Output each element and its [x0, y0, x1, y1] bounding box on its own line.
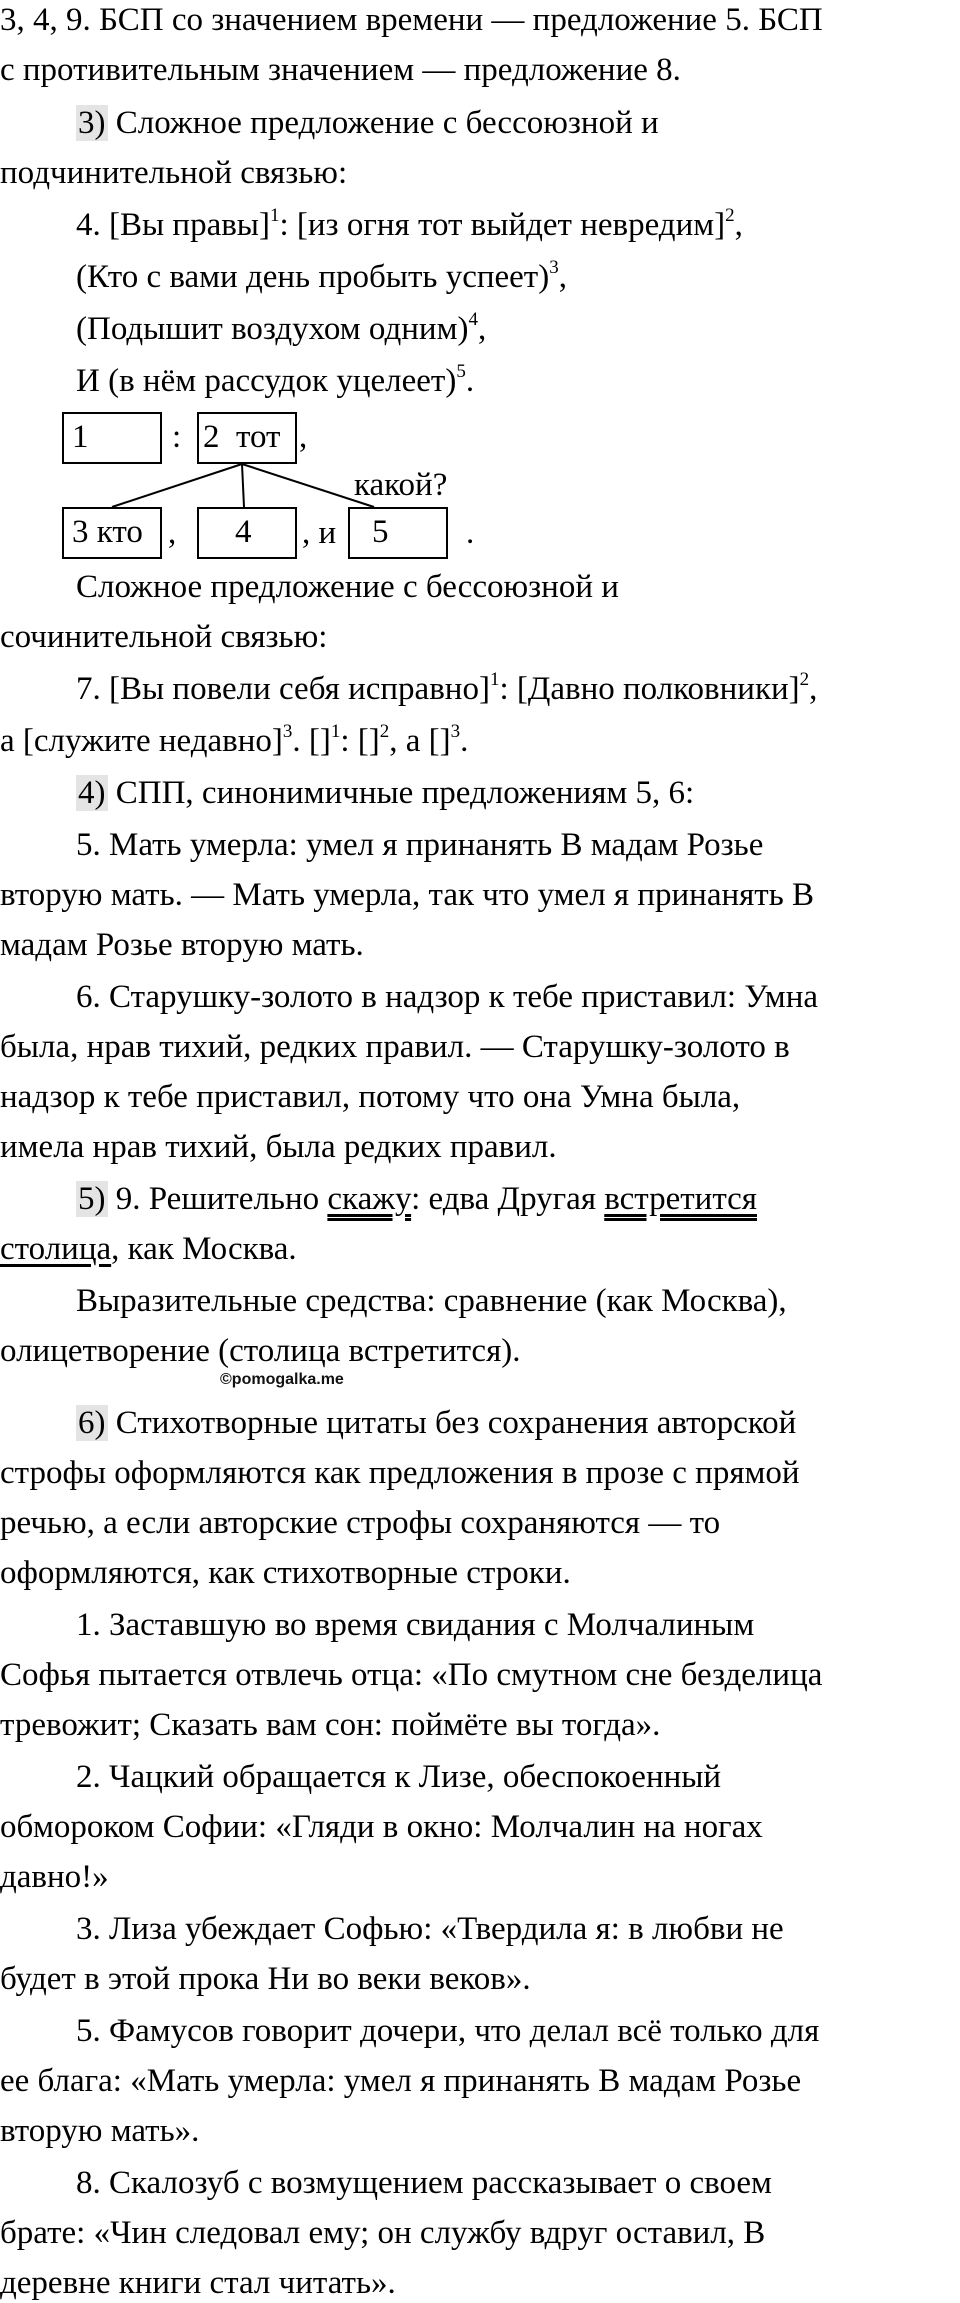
text-line	[76, 103, 659, 143]
text-run: : []	[340, 723, 380, 759]
text-run: 3. Лиза убеждает Софью: «Твердила я: в любви не	[76, 1911, 784, 1947]
text-run: мадам Розье вторую мать.	[0, 927, 364, 963]
text-run: : [из огня тот выйдет невредим]	[279, 207, 726, 243]
text-line	[76, 567, 619, 607]
text-line	[76, 2011, 819, 2051]
text-run: обмороком Софии: «Гляди в окно: Молчалин на ногах	[0, 1809, 763, 1845]
scheme-separator-1: ,	[168, 515, 177, 551]
text-run: будет в этой прока Ни во веки веков».	[0, 1961, 531, 1997]
text-run: вторую мать».	[0, 2113, 200, 2149]
text-run: 6. Старушку-золото в надзор к тебе приставил: Умна	[76, 979, 819, 1015]
text-line	[0, 1453, 800, 1493]
text-line	[76, 205, 743, 245]
item-number: 4)	[78, 775, 106, 811]
text-line	[76, 1909, 784, 1949]
scheme-period: .	[466, 515, 475, 551]
text-run: ,	[734, 207, 743, 243]
text-run: оформляются, как стихотворные строки.	[0, 1555, 571, 1591]
text-line	[76, 361, 474, 401]
text-run: строфы оформляются как предложения в прозе с прямой	[0, 1455, 800, 1491]
scheme-box-5	[348, 507, 448, 559]
scheme-box-3-label: 3 кто	[72, 514, 143, 550]
text-run: надзор к тебе приставил, потому что она Умна была,	[0, 1079, 741, 1115]
text-run: 5. Фамусов говорит дочери, что делал всё только для	[76, 2013, 820, 2049]
text-run: , как Москва.	[111, 1231, 297, 1267]
text-run: ,	[477, 311, 487, 347]
text-line	[0, 1655, 822, 1695]
text-line	[76, 1179, 757, 1219]
text-run: с противительным значением — предложение 8.	[0, 52, 681, 88]
text-line	[0, 1553, 571, 1593]
text-run: а [служите недавно]	[0, 723, 283, 759]
text-line	[0, 2111, 199, 2151]
underlined-word: скажу	[327, 1181, 412, 1217]
text-line	[76, 1757, 721, 1797]
clause-index: 2	[379, 721, 390, 742]
text-line	[0, 1807, 763, 1847]
text-line	[76, 309, 486, 349]
text-line	[0, 1959, 531, 1999]
text-line	[76, 825, 763, 865]
clause-index: 3	[282, 721, 293, 742]
scheme-box-4	[197, 507, 297, 559]
text-line	[76, 257, 567, 297]
clause-index: 1	[489, 669, 500, 690]
text-run: ,	[558, 259, 567, 295]
text-run: .	[465, 363, 475, 399]
text-line	[0, 1705, 660, 1745]
text-line	[0, 1127, 557, 1167]
text-run: , а []	[389, 723, 451, 759]
scheme-line-to-4	[242, 464, 244, 507]
text-run: ,	[809, 671, 818, 707]
text-run: Стихотворные цитаты без сохранения авторской	[107, 1405, 797, 1441]
text-line	[0, 0, 823, 40]
scheme-question: какой?	[354, 467, 448, 503]
text-run: 4. [Вы правы]	[76, 207, 270, 243]
scheme-box-4-label: 4	[235, 514, 252, 550]
text-run: Выразительные средства: сравнение (как Москва),	[76, 1283, 787, 1319]
text-run: : [Давно полковники]	[499, 671, 800, 707]
text-run: СПП, синонимичные предложениям 5, 6:	[107, 775, 695, 811]
text-run: брате: «Чин следовал ему; он службу вдруг оставил, В	[0, 2215, 766, 2251]
text-run: 5. Мать умерла: умел я принанять В мадам Розье	[76, 827, 764, 863]
text-run: 2. Чацкий обращается к Лизе, обеспокоенный	[76, 1759, 722, 1795]
scheme-box-3	[62, 507, 162, 559]
text-run: (Подышит воздухом одним)	[76, 311, 469, 347]
text-line	[76, 773, 694, 813]
text-run: давно!»	[0, 1859, 109, 1895]
clause-index: 5	[456, 361, 466, 382]
underlined-word: столица	[0, 1231, 112, 1267]
text-line	[76, 1605, 754, 1645]
text-run: имела нрав тихий, была редких правил.	[0, 1129, 557, 1165]
text-line	[0, 2213, 765, 2253]
text-run: речью, а если авторские строфы сохраняются — то	[0, 1505, 721, 1541]
scheme-separator-2: , и	[302, 515, 337, 551]
clause-index: 1	[269, 205, 280, 226]
text-run: Софья пытается отвлечь отца: «По смутном сне безделица	[0, 1657, 823, 1693]
item-number: 5)	[78, 1181, 106, 1217]
text-run: .	[460, 723, 469, 759]
scheme-line-to-3	[112, 464, 242, 507]
text-line	[76, 1281, 787, 1321]
clause-index: 4	[468, 309, 478, 330]
text-line	[0, 2061, 801, 2101]
text-line	[0, 50, 681, 90]
scheme-colon: :	[172, 419, 182, 455]
text-run: была, нрав тихий, редких правил. — Старушку-золото в	[0, 1029, 790, 1065]
text-run: вторую мать. — Мать умерла, так что умел я принанять В	[0, 877, 815, 913]
clause-index: 3	[549, 257, 559, 278]
text-line	[0, 1077, 740, 1117]
text-run: сочинительной связью:	[0, 619, 328, 655]
text-line	[0, 1503, 720, 1543]
text-line	[0, 153, 347, 193]
clause-index: 3	[450, 721, 461, 742]
text-run: (Кто с вами день пробыть успеет)	[76, 259, 550, 295]
item-number: 3)	[78, 105, 106, 141]
text-line	[0, 1027, 790, 1067]
text-line	[0, 1229, 297, 1269]
clause-index: 2	[725, 205, 735, 226]
scheme-box-2-label: 2 тот	[203, 419, 281, 455]
clause-index: 1	[330, 721, 341, 742]
text-line	[76, 977, 818, 1017]
scheme-box-1-label: 1	[72, 419, 89, 455]
text-run: : едва Другая	[411, 1181, 605, 1217]
text-line	[0, 875, 814, 915]
text-line	[76, 2163, 772, 2203]
clause-index: 2	[799, 669, 810, 690]
text-run: 8. Скалозуб с возмущением рассказывает о своем	[76, 2165, 772, 2201]
text-run: . []	[292, 723, 331, 759]
text-run: ее блага: «Мать умерла: умел я принанять В мадам Розье	[0, 2063, 802, 2099]
text-run: 1. Заставшую во время свидания с Молчалиным	[76, 1607, 755, 1643]
text-run: Сложное предложение с бессоюзной и	[76, 569, 619, 605]
text-run: 9. Решительно	[107, 1181, 328, 1217]
text-run: И (в нём рассудок уцелеет)	[76, 363, 457, 399]
text-run: 3, 4, 9. БСП со значением времени — предложение 5. БСП	[0, 2, 823, 38]
text-line	[0, 1331, 521, 1371]
underlined-word: встретится	[604, 1181, 757, 1217]
watermark: ©pomogalka.me	[220, 1371, 344, 1388]
text-run: Сложное предложение с бессоюзной и	[107, 105, 659, 141]
text-line	[76, 1403, 796, 1443]
text-line	[0, 617, 327, 657]
text-run: подчинительной связью:	[0, 155, 348, 191]
text-line	[0, 721, 468, 761]
scheme-comma: ,	[299, 419, 308, 455]
text-line	[0, 2263, 396, 2303]
text-line	[0, 925, 364, 965]
text-run: деревне книги стал читать».	[0, 2265, 396, 2301]
text-run: тревожит; Сказать вам сон: поймёте вы тогда».	[0, 1707, 661, 1743]
text-line	[0, 1857, 109, 1897]
item-number: 6)	[78, 1405, 106, 1441]
scheme-box-5-label: 5	[372, 514, 389, 550]
text-line	[76, 669, 817, 709]
text-run: 7. [Вы повели себя исправно]	[76, 671, 490, 707]
text-run: олицетворение (столица встретится).	[0, 1333, 521, 1369]
